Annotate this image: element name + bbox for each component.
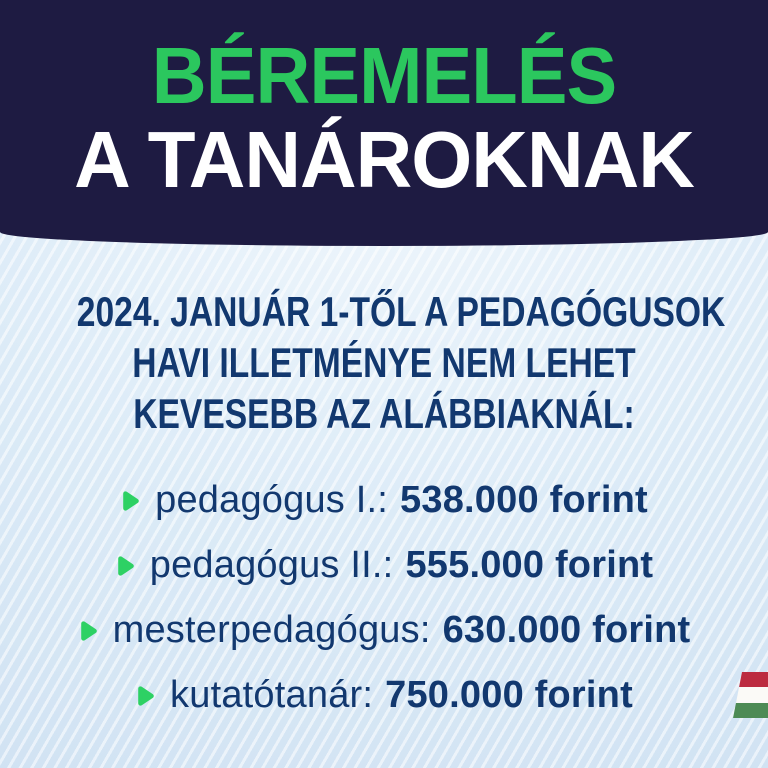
item-value: 630.000 forint (442, 609, 691, 651)
list-item (0, 468, 768, 533)
play-bullet-icon (115, 553, 137, 579)
item-label: pedagógus I.: (155, 479, 389, 521)
intro-line-1: 2024. JANUÁR 1-TŐL A PEDAGÓGUSOK (76, 288, 726, 335)
title-line-1: BÉREMELÉS (151, 31, 617, 120)
item-label: mesterpedagógus: (112, 609, 431, 651)
play-bullet-icon (78, 618, 100, 644)
list-item (0, 663, 768, 728)
title-line-2: A TANÁROKNAK (74, 115, 694, 204)
header-banner (0, 0, 768, 246)
intro-text (76, 286, 726, 439)
flag-stripe-red (739, 672, 768, 687)
item-value: 538.000 forint (400, 479, 648, 521)
list-item (0, 533, 768, 598)
item-value: 750.000 forint (385, 674, 633, 716)
item-label: pedagógus II.: (149, 544, 394, 586)
flag-stripe-green (733, 703, 768, 718)
item-value: 555.000 forint (405, 544, 654, 586)
salary-list (0, 468, 768, 728)
item-label: kutatótanár: (170, 674, 374, 716)
intro-line-3: KEVESEBB AZ ALÁBBIAKNÁL: (133, 390, 635, 437)
play-bullet-icon (135, 683, 157, 709)
list-item (0, 598, 768, 663)
intro-line-2: HAVI ILLETMÉNYE NEM LEHET (132, 339, 636, 386)
play-bullet-icon (120, 488, 142, 514)
flag-stripe-white (736, 687, 768, 702)
